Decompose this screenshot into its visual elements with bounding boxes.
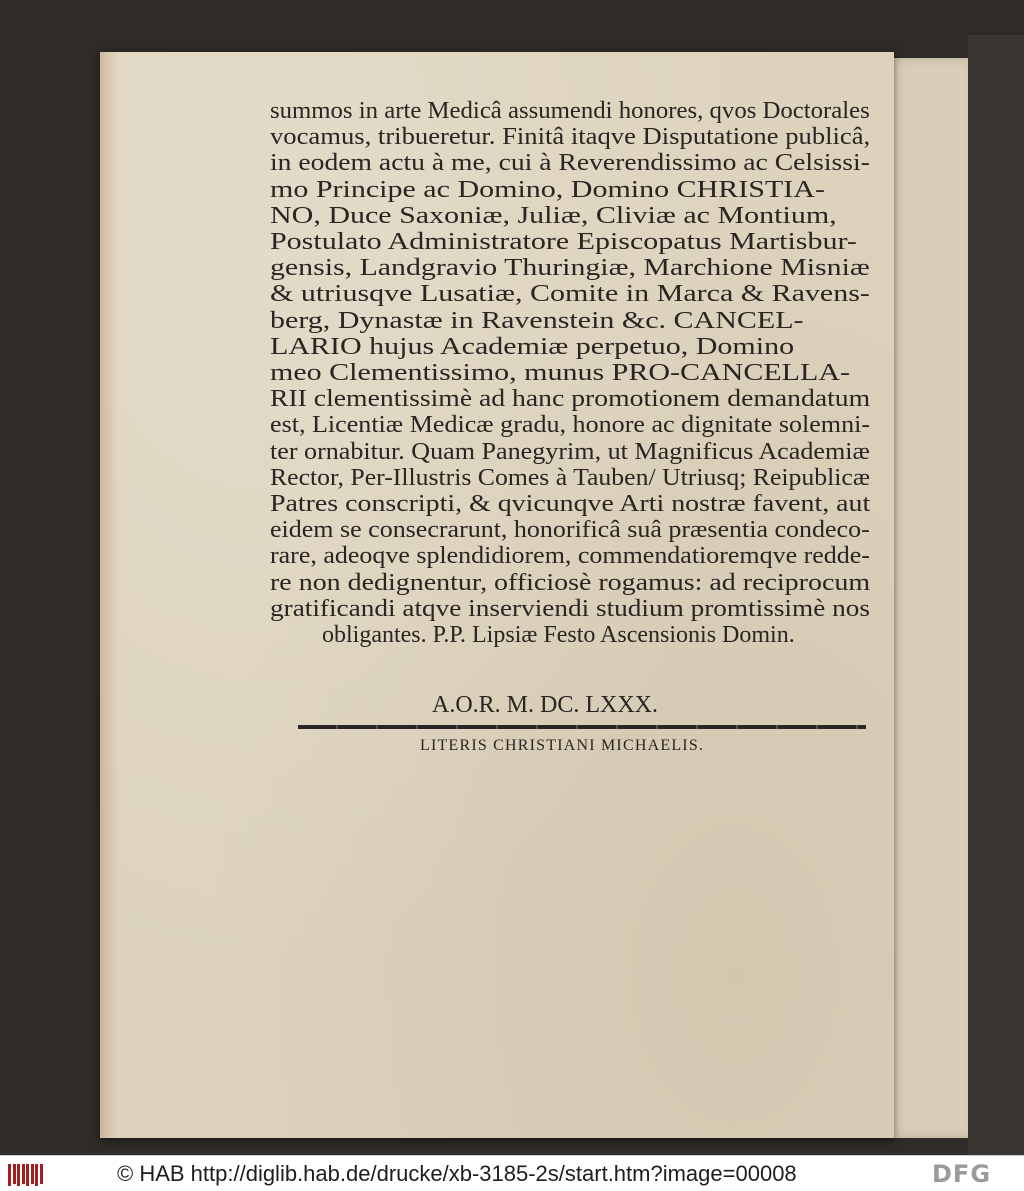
- printer-imprint: LITERIS CHRISTIANI MICHAELIS.: [420, 737, 705, 754]
- printer-ornament-rule: [298, 725, 866, 729]
- text-line: & utriusqve Lusatiæ, Comite in Marca & Ravens-: [270, 281, 870, 308]
- text-line: rare, adeoqve splendidiorem, commendatioremqve redde-: [270, 543, 870, 570]
- text-line: Rector, Per-Illustris Comes à Tauben/ Utriusq; Reipublicæ: [270, 464, 870, 491]
- text-line: NO, Duce Saxoniæ, Juliæ, Cliviæ ac Montium,: [270, 202, 837, 229]
- text-line: in eodem actu à me, cui à Reverendissimo ac Celsissi-: [270, 150, 870, 177]
- scan-backdrop: [968, 35, 1024, 1155]
- text-line: est, Licentiæ Medicæ gradu, honore ac dignitate solemni-: [270, 412, 871, 439]
- text-line: LARIO hujus Academiæ perpetuo, Domino: [270, 333, 795, 360]
- text-line: summos in arte Medicâ assumendi honores, qvos Doctorales: [270, 98, 870, 124]
- page-text-block: [270, 98, 870, 648]
- footer-bar: [0, 1155, 1024, 1191]
- text-line: obligantes. P.P. Lipsiæ Festo Ascensionis Domin.: [322, 622, 795, 649]
- text-line: vocamus, tribueretur. Finitâ itaqve Disputatione publicâ,: [270, 124, 871, 151]
- text-line: RII clementissimè ad hanc promotionem demandatum: [270, 386, 871, 413]
- text-line: gensis, Landgravio Thuringiæ, Marchione Misniæ: [270, 255, 870, 282]
- text-line: berg, Dynastæ in Ravenstein &c. CANCEL-: [270, 307, 804, 334]
- text-line: Postulato Administratore Episcopatus Martisbur-: [270, 229, 857, 256]
- text-line: Patres conscripti, & qvicunqve Arti nostræ favent, aut: [270, 491, 871, 518]
- dfg-logo: DFG: [932, 1160, 992, 1188]
- text-line: eidem se consecrarunt, honorificâ suâ præsentia condeco-: [270, 517, 870, 544]
- hab-logo-icon[interactable]: [8, 1162, 48, 1186]
- text-line: ter ornabitur. Quam Panegyrim, ut Magnificus Academiæ: [270, 438, 870, 465]
- page-binding-edge: [100, 52, 118, 1138]
- show-through-text: [300, 760, 800, 786]
- text-line: gratificandi atqve inserviendi studium promtissimè nos: [270, 595, 870, 622]
- text-line: mo Principe ac Domino, Domino CHRISTIA-: [270, 176, 825, 203]
- date-line: A.O.R. M. DC. LXXX.: [432, 692, 659, 718]
- text-line: re non dedignentur, officiosè rogamus: ad reciprocum: [270, 569, 871, 596]
- text-line: meo Clementissimo, munus PRO-CANCELLA-: [270, 360, 850, 387]
- copyright-url-link[interactable]: © HAB http://diglib.hab.de/drucke/xb-3185-2s/start.htm?image=00008: [117, 1161, 797, 1186]
